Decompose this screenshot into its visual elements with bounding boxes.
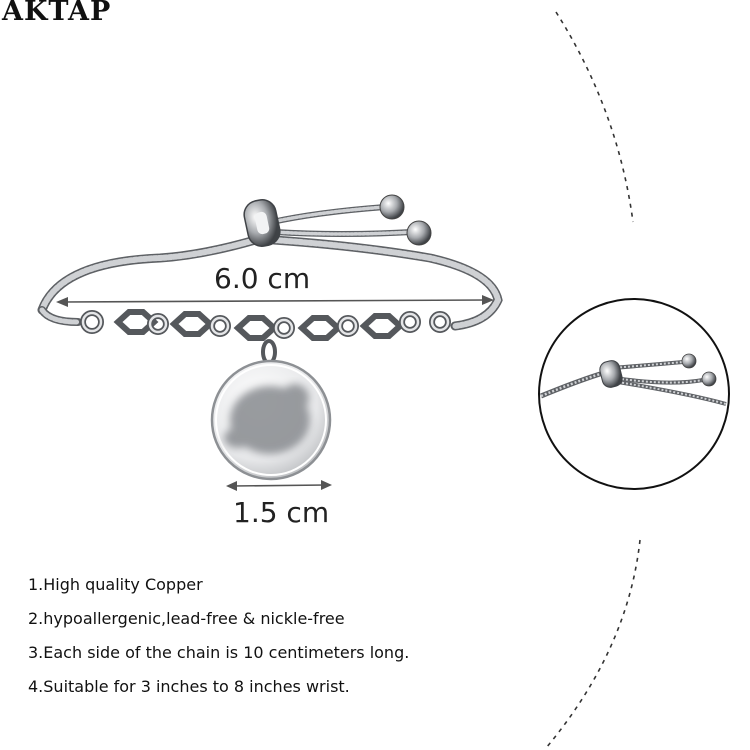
end-bead	[407, 221, 431, 245]
feature-item: 2.hypoallergenic,lead-free & nickle-free	[28, 609, 345, 628]
dimension-arrow-length	[56, 295, 494, 307]
decorative-arc-bottom	[546, 540, 640, 748]
pendant-size-label: 1.5 cm	[233, 496, 330, 529]
length-label: 6.0 cm	[214, 262, 311, 295]
feature-item: 1.High quality Copper	[28, 575, 203, 594]
end-bead	[380, 195, 404, 219]
feature-item: 4.Suitable for 3 inches to 8 inches wrist.	[28, 677, 350, 696]
link-row	[83, 312, 448, 338]
dimension-arrow-pendant	[226, 480, 332, 491]
decorative-arc-top	[556, 12, 633, 222]
feature-list	[28, 574, 409, 710]
pendant	[212, 341, 330, 479]
feature-item: 3.Each side of the chain is 10 centimeters long.	[28, 643, 410, 662]
slider-clasp-detail	[539, 299, 729, 489]
brand-logo: AKTAP	[2, 0, 112, 27]
